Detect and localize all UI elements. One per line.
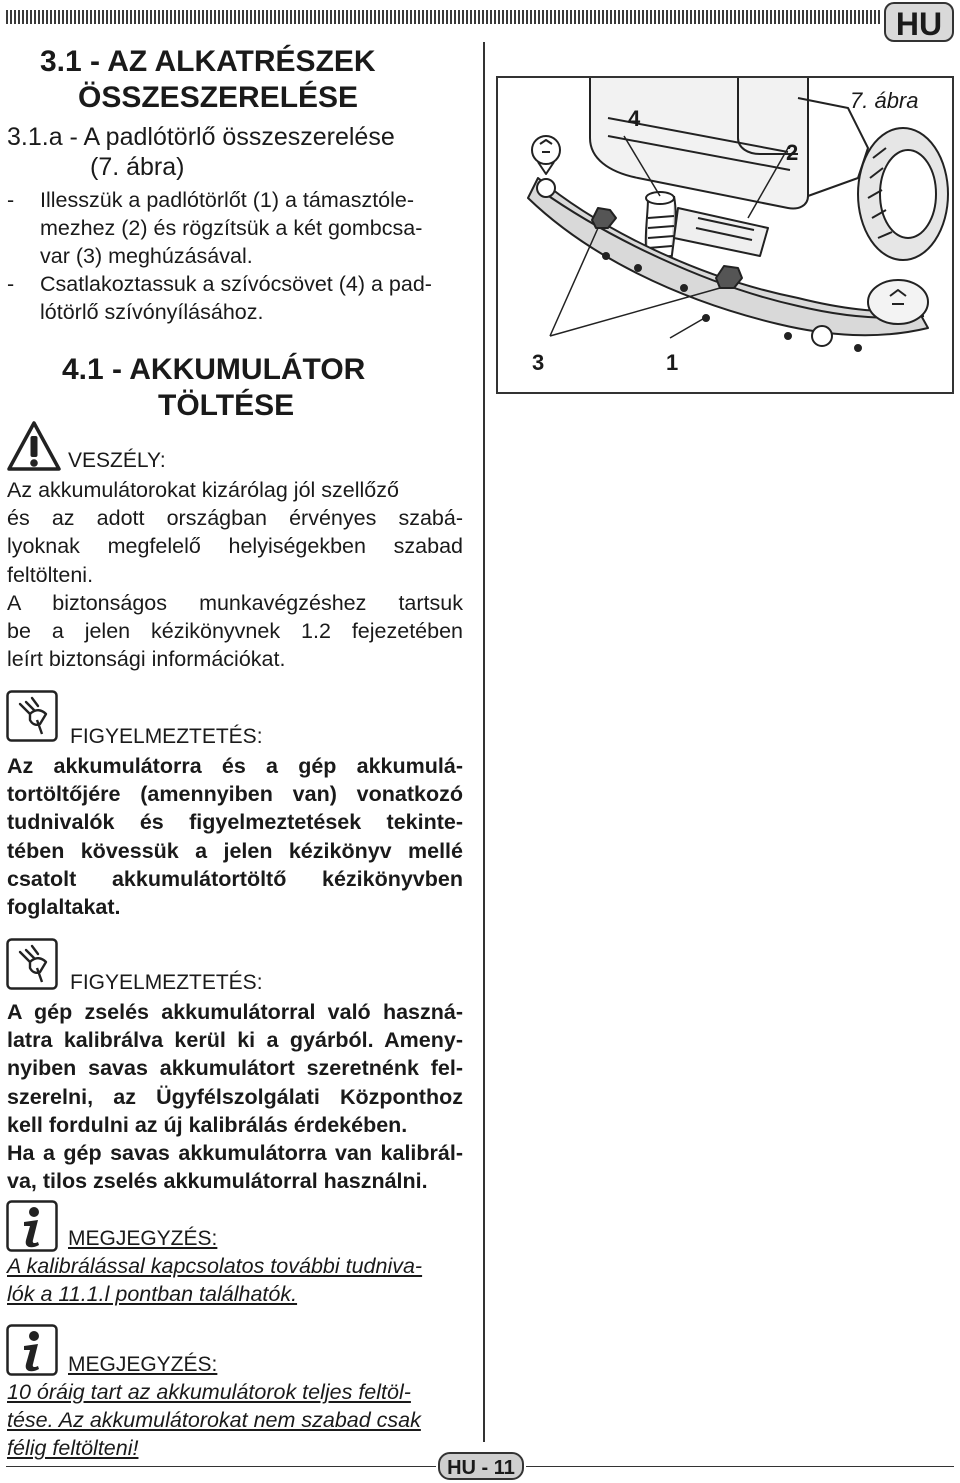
danger-line: feltölteni.	[7, 562, 94, 587]
warning2-text	[7, 998, 463, 1195]
page-number: HU - 11	[438, 1452, 524, 1480]
step-bullet: -	[7, 188, 15, 212]
danger-line: Az akkumulátorokat kizárólag jól szellőző	[7, 478, 399, 502]
footer-rule-left	[6, 1466, 436, 1467]
warning1-line: tudnivalók és figyelmeztetések tekinte-	[7, 810, 463, 835]
step-2-line: lótörlő szívónyílásához.	[40, 300, 264, 324]
danger-text	[7, 476, 463, 673]
warning2-line: A gép zselés akkumulátorral való haszná-	[7, 1000, 463, 1024]
warning1-line: tortöltőjére (amennyiben van) vonatkozó	[7, 782, 463, 807]
section-4-1-title-line2: TÖLTÉSE	[158, 389, 295, 422]
warning2-line: kell fordulni az új kalibrálás érdekében.	[7, 1112, 408, 1137]
note2-line: tése. Az akkumulátorokat nem szabad csak	[7, 1408, 421, 1433]
step-bullet: -	[7, 272, 15, 296]
danger-label: VESZÉLY:	[68, 449, 166, 472]
warning1-line: tében kövessük a jelen kézikönyv mellé	[7, 838, 463, 863]
column-divider	[483, 42, 485, 1442]
note1-text	[7, 1252, 463, 1308]
note2-line: félig feltölteni!	[7, 1436, 139, 1461]
step-1-line: var (3) meghúzásával.	[40, 244, 253, 268]
warning2-line: szerelni, az Ügyfélszolgálati Központhoz	[7, 1084, 463, 1109]
note1-line: A kalibrálással kapcsolatos további tudniva-	[7, 1254, 423, 1278]
warning2-line: latra kalibrálva kerül ki a gyárból. Ameny-	[7, 1028, 463, 1053]
note1-line: lók a 11.1.l pontban találhatók.	[7, 1282, 298, 1307]
hand-warning-icon	[6, 690, 58, 742]
info-icon	[6, 1324, 58, 1376]
note2-text	[7, 1378, 463, 1463]
warning2-label: FIGYELMEZTETÉS:	[70, 971, 263, 994]
warning2-line: nyiben savas akkumulátort szeretnénk fel-	[7, 1056, 463, 1081]
danger-line: és az adott országban érvényes szabá-	[7, 506, 463, 531]
step-1-line: mezhez (2) és rögzítsük a két gombcsa-	[40, 216, 423, 240]
figure-7	[496, 76, 954, 394]
footer-rule-right	[526, 1466, 954, 1467]
callout-4: 4	[628, 106, 641, 131]
note2-label: MEGJEGYZÉS:	[68, 1353, 218, 1376]
danger-line: be a jelen kézikönyvnek 1.2 fejezetében	[7, 619, 463, 644]
info-icon	[6, 1200, 58, 1252]
step-1-line: Illesszük a padlótörlőt (1) a támasztóle-	[40, 188, 415, 212]
note2-line: 10 óráig tart az akkumulátorok teljes feltöl-	[7, 1380, 411, 1404]
note1-label: MEGJEGYZÉS:	[68, 1227, 218, 1250]
warning2-line: va, tilos zselés akkumulátorral használni.	[7, 1169, 428, 1194]
warning1-line: Az akkumulátorra és a gép akkumulá-	[7, 754, 463, 778]
danger-line: leírt biztonsági információkat.	[7, 647, 286, 672]
danger-line: lyoknak megfelelő helyiségekben szabad	[7, 534, 463, 559]
warning1-label: FIGYELMEZTETÉS:	[70, 725, 263, 748]
squeegee-assembly-illustration	[498, 78, 952, 392]
hand-warning-icon	[6, 938, 58, 990]
section-3-1-title-line2: ÖSSZESZERELÉSE	[78, 81, 359, 114]
section-4-1-title-line1: 4.1 - AKKUMULÁTOR	[62, 353, 366, 386]
callout-3: 3	[532, 350, 545, 375]
language-badge: HU	[884, 2, 954, 42]
warning1-line: foglaltakat.	[7, 895, 121, 920]
warning1-line: csatolt akkumulátortöltő kézikönyvben	[7, 866, 463, 891]
step-2-line: Csatlakoztassuk a szívócsövet (4) a pad-	[40, 272, 432, 296]
warning-triangle-icon	[6, 420, 62, 472]
warning2-line: Ha a gép savas akkumulátorra van kalibrál-	[7, 1141, 463, 1166]
section-3-1a-subtitle-line2: (7. ábra)	[90, 153, 185, 181]
callout-1: 1	[666, 350, 679, 375]
section-3-1a-subtitle-line1: 3.1.a - A padlótörlő összeszerelése	[7, 123, 395, 151]
figure-title: 7. ábra	[850, 88, 919, 113]
danger-line: A biztonságos munkavégzéshez tartsuk	[7, 590, 463, 615]
callout-2: 2	[786, 140, 799, 165]
section-3-1-title-line1: 3.1 - AZ ALKATRÉSZEK	[40, 45, 376, 78]
warning1-text	[7, 752, 463, 921]
header-rule	[6, 10, 881, 24]
